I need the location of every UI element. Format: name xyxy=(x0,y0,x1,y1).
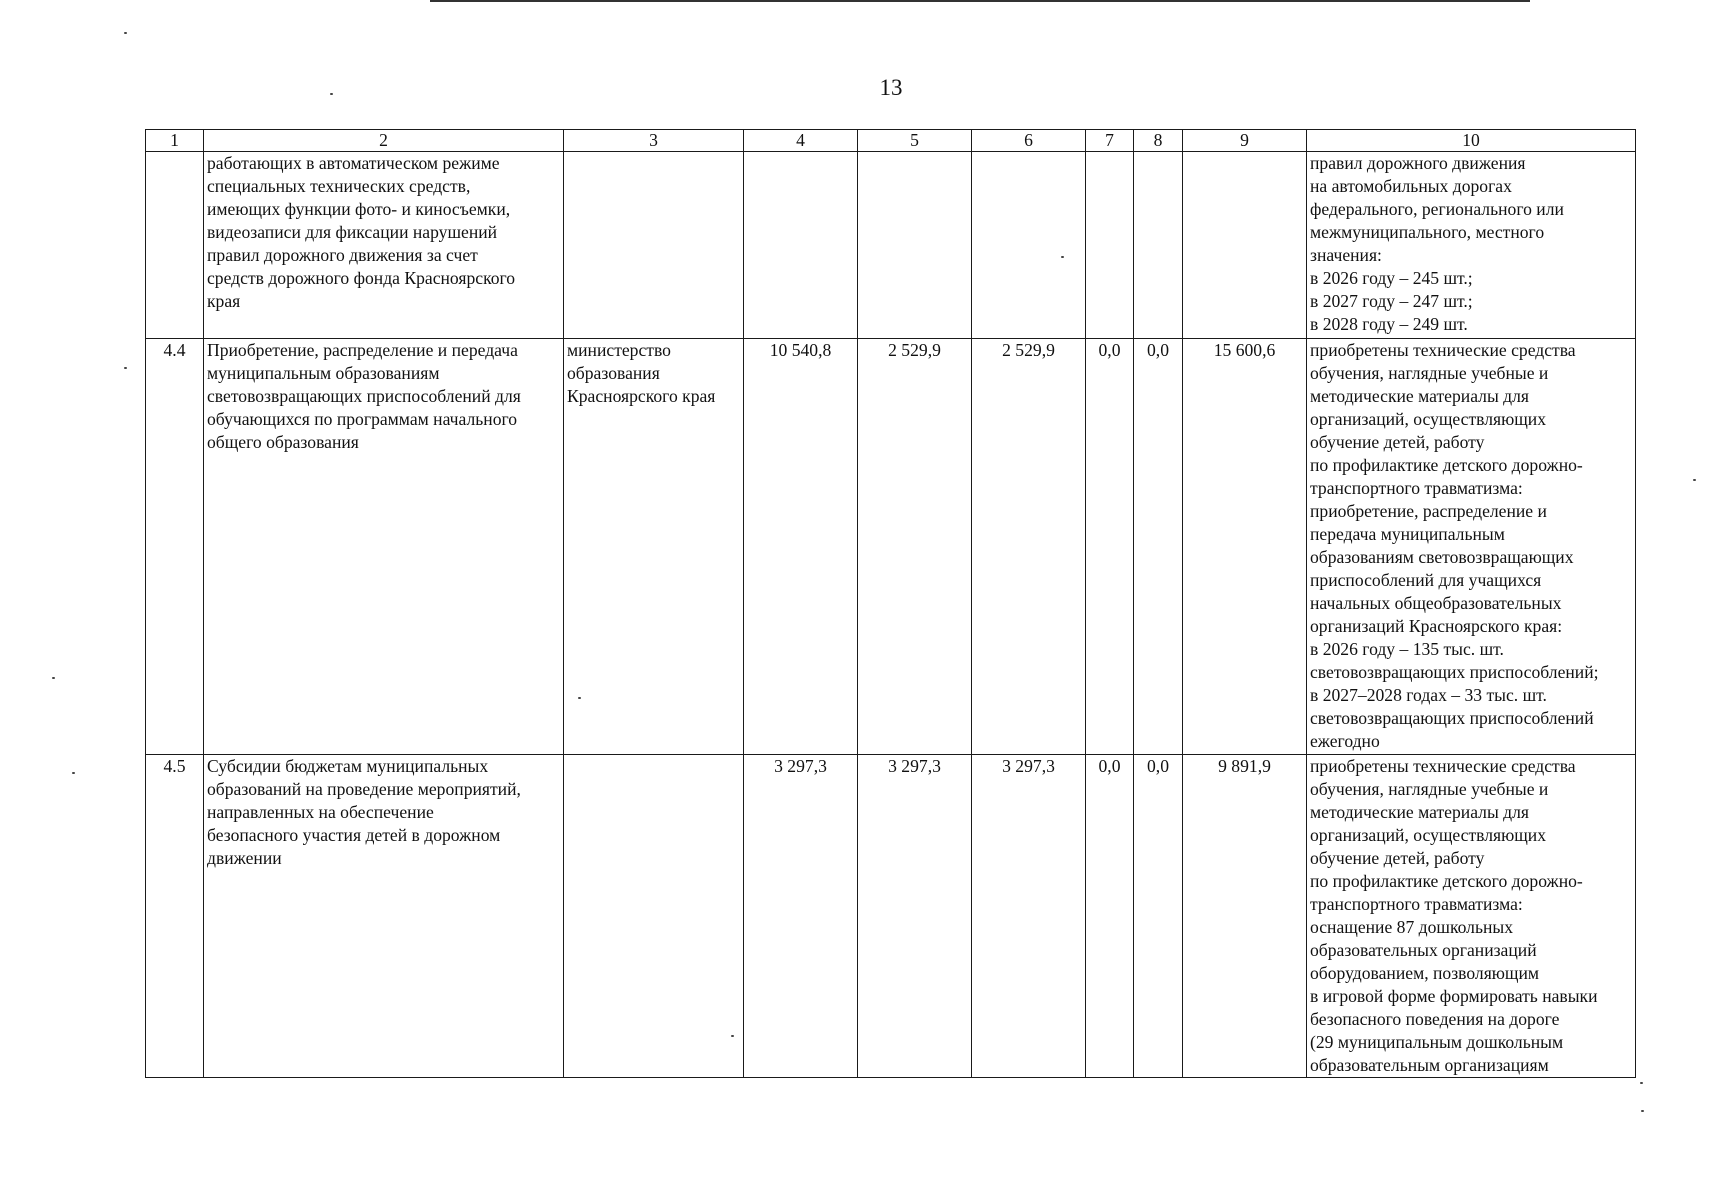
scan-speck xyxy=(1061,256,1064,258)
measure-name xyxy=(204,339,564,755)
cell-text-line: образования xyxy=(567,363,660,383)
value-col-8: 0,0 xyxy=(1134,755,1183,1078)
header-cell-8: 8 xyxy=(1134,130,1183,152)
cell-text-line: министерство xyxy=(567,340,671,360)
cell-text-line: средств дорожного фонда Красноярского xyxy=(207,268,516,288)
cell-text-line: методические материалы для xyxy=(1310,386,1529,406)
cell-text-line: правил дорожного движения за счет xyxy=(207,245,478,265)
cell-text-line: оснащение 87 дошкольных xyxy=(1310,917,1514,937)
cell-text-line: имеющих функции фото- и киносъемки, xyxy=(207,199,511,219)
table-row xyxy=(146,152,1636,339)
value-col-6: 2 529,9 xyxy=(972,339,1086,755)
cell-text-line: передача муниципальным xyxy=(1310,524,1505,544)
cell-text-line: муниципальным образованиям xyxy=(207,363,440,383)
cell-text-line: оборудованием, позволяющим xyxy=(1310,963,1540,983)
cell-text-line: приобретены технические средства xyxy=(1310,340,1576,360)
scan-speck xyxy=(1641,1110,1644,1112)
scan-speck xyxy=(1640,1082,1643,1084)
cell-text-line: транспортного травматизма: xyxy=(1310,478,1523,498)
value-col-5: 3 297,3 xyxy=(858,755,972,1078)
scan-top-edge xyxy=(430,0,1530,2)
value-col-9: 9 891,9 xyxy=(1183,755,1307,1078)
executor xyxy=(564,152,744,339)
value-col-5 xyxy=(858,152,972,339)
cell-text-line: организаций, осуществляющих xyxy=(1310,825,1547,845)
page-number: 13 xyxy=(879,75,903,100)
cell-text-line: (29 муниципальным дошкольным xyxy=(1310,1032,1564,1052)
cell-text-line: образованиям световозвращающих xyxy=(1310,547,1574,567)
value-col-9 xyxy=(1183,152,1307,339)
header-cell-10: 10 xyxy=(1307,130,1636,152)
header-cell-4: 4 xyxy=(744,130,858,152)
cell-text-line: в 2026 году – 135 тыс. шт. xyxy=(1310,639,1504,659)
scan-speck xyxy=(578,697,581,699)
cell-text-line: значения: xyxy=(1310,245,1382,265)
cell-text-line: ежегодно xyxy=(1310,731,1380,751)
cell-text-line: организаций, осуществляющих xyxy=(1310,409,1547,429)
scan-speck xyxy=(124,32,127,34)
value-col-6 xyxy=(972,152,1086,339)
executor xyxy=(564,755,744,1078)
cell-text-line: по профилактике детского дорожно- xyxy=(1310,455,1583,475)
cell-text-line: методические материалы для xyxy=(1310,802,1529,822)
expected-result xyxy=(1307,152,1636,339)
cell-text-line: обучение детей, работу xyxy=(1310,432,1485,452)
header-cell-7: 7 xyxy=(1086,130,1134,152)
header-cell-2: 2 xyxy=(204,130,564,152)
cell-text-line: видеозаписи для фиксации нарушений xyxy=(207,222,498,242)
row-number xyxy=(146,152,204,339)
cell-text-line: Субсидии бюджетам муниципальных xyxy=(207,756,489,776)
cell-text-line: Приобретение, распределение и передача xyxy=(207,340,518,360)
value-col-9: 15 600,6 xyxy=(1183,339,1307,755)
cell-text-line: направленных на обеспечение xyxy=(207,802,434,822)
cell-text-line: начальных общеобразовательных xyxy=(1310,593,1562,613)
scan-speck xyxy=(1693,479,1696,481)
cell-text-line: транспортного травматизма: xyxy=(1310,894,1523,914)
expected-result xyxy=(1307,339,1636,755)
header-cell-1: 1 xyxy=(146,130,204,152)
value-col-4: 3 297,3 xyxy=(744,755,858,1078)
cell-text-line: организаций Красноярского края: xyxy=(1310,616,1563,636)
scan-speck xyxy=(330,93,333,95)
cell-text-line: образований на проведение мероприятий, xyxy=(207,779,521,799)
cell-text-line: в игровой форме формировать навыки xyxy=(1310,986,1598,1006)
cell-text-line: федерального, регионального или xyxy=(1310,199,1564,219)
cell-text-line: в 2027–2028 годах – 33 тыс. шт. xyxy=(1310,685,1547,705)
header-cell-5: 5 xyxy=(858,130,972,152)
cell-text-line: края xyxy=(207,291,241,311)
measure-name xyxy=(204,755,564,1078)
scan-speck xyxy=(124,367,127,369)
cell-text-line: образовательных организаций xyxy=(1310,940,1537,960)
table-row xyxy=(146,339,1636,755)
table-row xyxy=(146,755,1636,1078)
header-cell-6: 6 xyxy=(972,130,1086,152)
cell-text-line: приспособлений для учащихся xyxy=(1310,570,1542,590)
cell-text-line: общего образования xyxy=(207,432,359,452)
cell-text-line: обучение детей, работу xyxy=(1310,848,1485,868)
cell-text-line: в 2026 году – 245 шт.; xyxy=(1310,268,1473,288)
header-row xyxy=(146,130,1636,152)
cell-text-line: обучения, наглядные учебные и xyxy=(1310,363,1549,383)
cell-text-line: безопасного поведения на дороге xyxy=(1310,1009,1560,1029)
executor xyxy=(564,339,744,755)
value-col-5: 2 529,9 xyxy=(858,339,972,755)
cell-text-line: приобретены технические средства xyxy=(1310,756,1576,776)
cell-text-line: Красноярского края xyxy=(567,386,716,406)
cell-text-line: на автомобильных дорогах xyxy=(1310,176,1512,196)
value-col-7: 0,0 xyxy=(1086,755,1134,1078)
cell-text-line: по профилактике детского дорожно- xyxy=(1310,871,1583,891)
measure-name xyxy=(204,152,564,339)
cell-text-line: специальных технических средств, xyxy=(207,176,471,196)
cell-text-line: световозвращающих приспособлений для xyxy=(207,386,521,406)
cell-text-line: образовательным организациям xyxy=(1310,1055,1549,1075)
cell-text-line: обучения, наглядные учебные и xyxy=(1310,779,1549,799)
scan-speck xyxy=(52,677,55,679)
value-col-8 xyxy=(1134,152,1183,339)
cell-text-line: приобретение, распределение и xyxy=(1310,501,1547,521)
scan-speck xyxy=(72,772,75,774)
value-col-7: 0,0 xyxy=(1086,339,1134,755)
cell-text-line: межмуниципального, местного xyxy=(1310,222,1545,242)
cell-text-line: световозвращающих приспособлений; xyxy=(1310,662,1599,682)
cell-text-line: работающих в автоматическом режиме xyxy=(207,153,500,173)
cell-text-line: безопасного участия детей в дорожном xyxy=(207,825,501,845)
cell-text-line: обучающихся по программам начального xyxy=(207,409,518,429)
expected-result xyxy=(1307,755,1636,1078)
cell-text-line: движении xyxy=(207,848,282,868)
value-col-6: 3 297,3 xyxy=(972,755,1086,1078)
value-col-4: 10 540,8 xyxy=(744,339,858,755)
cell-text-line: в 2028 году – 249 шт. xyxy=(1310,314,1468,334)
scan-speck xyxy=(731,1035,734,1037)
value-col-7 xyxy=(1086,152,1134,339)
header-cell-3: 3 xyxy=(564,130,744,152)
row-number: 4.4 xyxy=(146,339,204,755)
cell-text-line: световозвращающих приспособлений xyxy=(1310,708,1594,728)
cell-text-line: правил дорожного движения xyxy=(1310,153,1526,173)
row-number: 4.5 xyxy=(146,755,204,1078)
header-cell-9: 9 xyxy=(1183,130,1307,152)
value-col-4 xyxy=(744,152,858,339)
cell-text-line: в 2027 году – 247 шт.; xyxy=(1310,291,1473,311)
program-measures-table xyxy=(145,129,1636,1078)
value-col-8: 0,0 xyxy=(1134,339,1183,755)
